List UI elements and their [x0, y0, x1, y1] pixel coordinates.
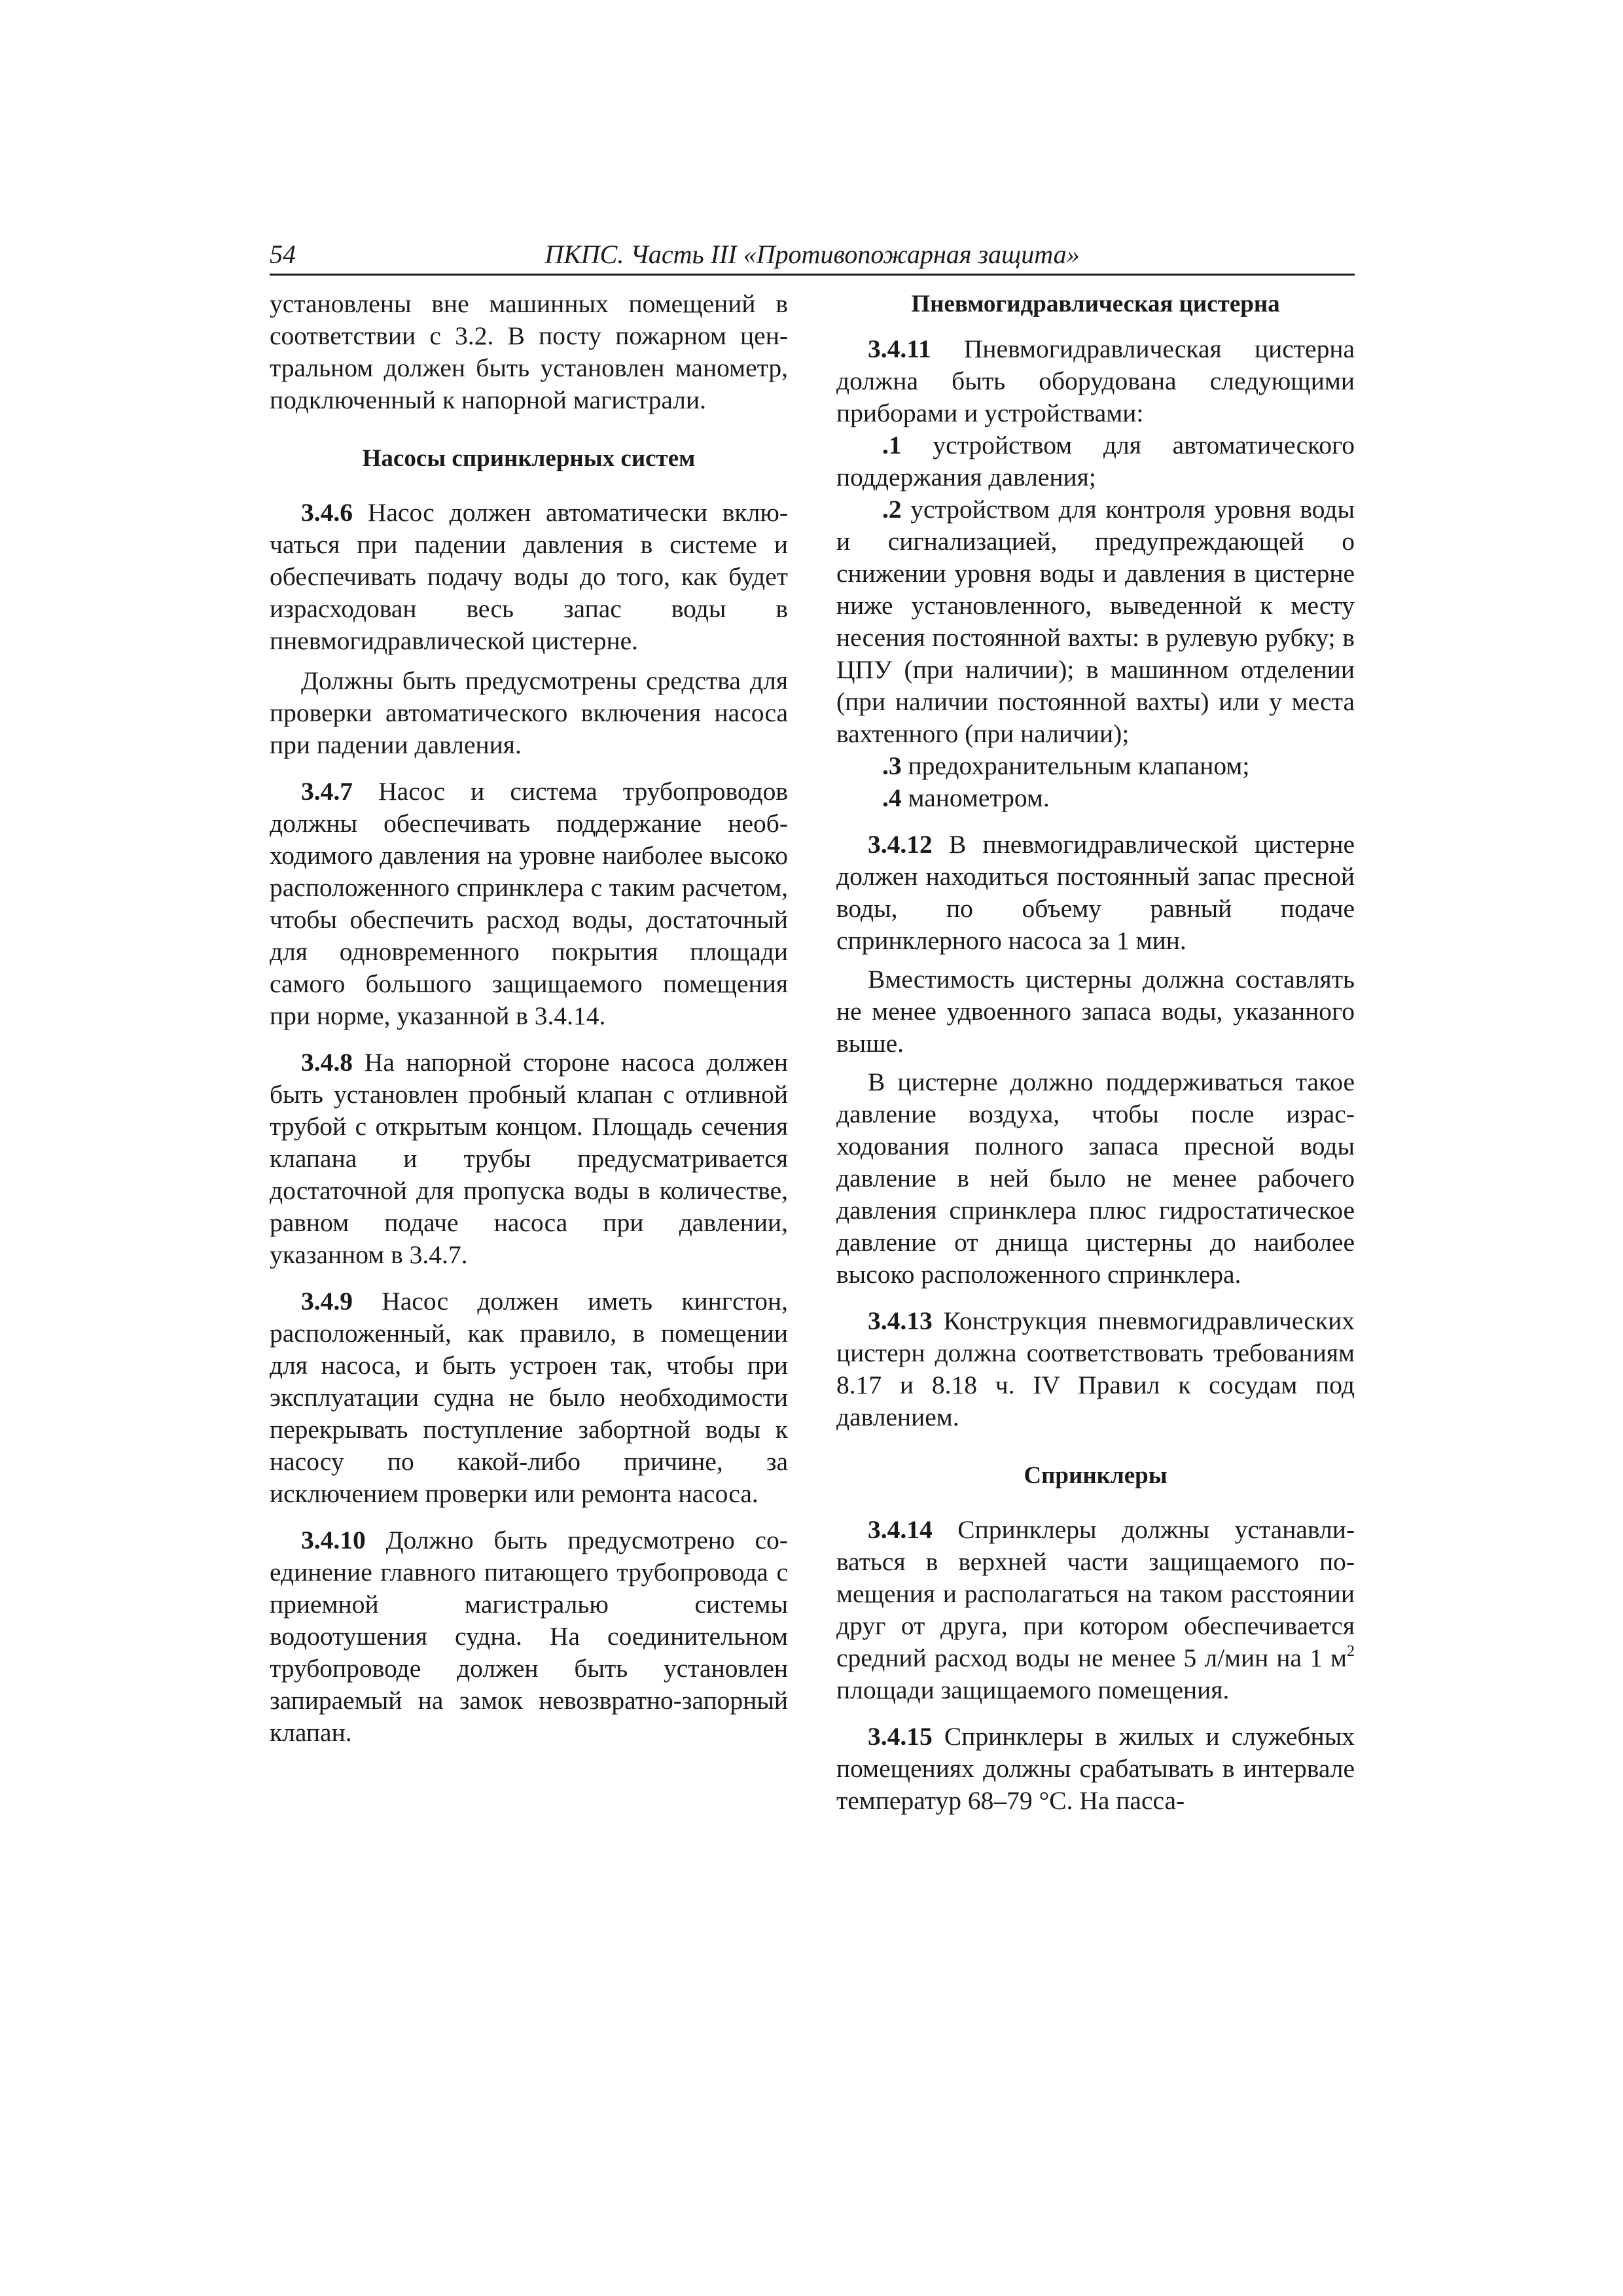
heading-sprinkler-pumps: Насосы спринклерных систем [362, 445, 696, 472]
running-header [270, 240, 1355, 276]
list-item-1 [836, 429, 1355, 493]
paragraph-3-4-12 [836, 829, 1355, 957]
list-item-2 [836, 493, 1355, 750]
clause-number: 3.4.10 [301, 1526, 366, 1554]
clause-number: 3.4.14 [868, 1515, 933, 1544]
clause-number: 3.4.15 [868, 1722, 933, 1751]
paragraph-3-4-6-b: Должны быть предусмотрены средства для проверки автоматического включения насоса при падении давления. [270, 666, 788, 759]
item-number: .4 [882, 783, 902, 812]
item-text: предохранительным клапаном; [901, 751, 1250, 780]
clause-text: Насос должен иметь кингстон, расположенный, как правило, в помещении для насоса, и быть устроен так, чтобы при эксплуатации судна не было необходимости перекрывать поступление забортной воды к насосу по какой-либо причине, за исключением проверки или ремонта насоса. [270, 1287, 788, 1508]
paragraph-3-4-7 [270, 776, 788, 1032]
clause-text-end: площади защищаемого помещения. [836, 1676, 1230, 1704]
right-column [836, 288, 1355, 1817]
clause-text: Пневмогидравлическая цистерна должна быть оборудована следующими приборами и устройствами: [836, 334, 1355, 427]
clause-text: Спринклеры в жилых и служебных помещениях должны срабатывать в интервале температур 68–79 °С. На пасса- [836, 1722, 1355, 1815]
paragraph-3-4-12-b: Вместимость цистерны должна составлять не менее удвоенного запаса воды, указанного выше. [836, 965, 1355, 1058]
item-text: устройством для автоматического поддержания давления; [836, 431, 1355, 492]
clause-number: 3.4.9 [301, 1287, 353, 1316]
heading-sprinklers: Спринклеры [1024, 1462, 1168, 1489]
paragraph-3-4-11 [836, 333, 1355, 429]
item-number: .2 [882, 495, 902, 524]
clause-number: 3.4.13 [868, 1306, 933, 1335]
clause-text: Насос и система трубопроводов должны обеспечивать поддержание необходимого давления на уровне наиболее высоко расположенного спринклера с таким расчетом, чтобы обеспечить расход воды, достаточный для одновременного покрытия площади самого большого защищаемого помещения при норме, указанной в 3.4.14. [270, 777, 788, 1030]
item-text: устройством для контроля уровня воды и сигнализацией, предупреждающей о снижении уровня воды и давления в цистерне ниже установленного, выведенной к месту несения постоянной вахты: в рулевую рубку; в ЦПУ (при наличии); в машинном отделении (при наличии постоянной вахты) или у места вахтенного (при наличии); [836, 495, 1355, 748]
paragraph-3-4-13 [836, 1305, 1355, 1433]
page-number: 54 [270, 240, 296, 269]
clause-number: 3.4.12 [868, 830, 933, 859]
running-title: ПКПС. Часть III «Противопожарная защита» [544, 240, 1080, 269]
clause-text: Насос должен автоматически включаться при падении давления в системе и обеспечивать подачу воды до того, как будет израсходован весь запас воды в пневмогидравлической цистерне. [270, 498, 788, 655]
paragraph-continued: установлены вне машинных помещений в соответствии с 3.2. В посту пожарном центральном должен быть установлен манометр, подключенный к напорной магистрали. [270, 289, 788, 414]
clause-text: Конструкция пневмогидравлических цистерн должна соответствовать требованиям 8.17 и 8.18 ч. IV Правил к сосудам под давлением. [836, 1306, 1355, 1431]
clause-number: 3.4.8 [301, 1048, 353, 1077]
item-number: .3 [882, 751, 902, 780]
clause-number: 3.4.6 [301, 498, 353, 527]
paragraph-3-4-10 [270, 1524, 788, 1749]
clause-number: 3.4.11 [868, 334, 931, 363]
clause-text: На напорной стороне насоса должен быть установлен пробный клапан с отливной трубой с открытым концом. Площадь сечения клапана и трубы предусматривается достаточной для пропуска воды в количестве, равном подаче насоса при давлении, указанном в 3.4.7. [270, 1048, 788, 1269]
paragraph-3-4-14 [836, 1514, 1355, 1706]
clause-text: В пневмогидравлической цистерне должен находиться постоянный запас пресной воды, по объему равный подаче спринклерного насоса за 1 мин. [836, 830, 1355, 955]
list-item-3 [836, 750, 1355, 782]
paragraph-3-4-6 [270, 497, 788, 657]
clause-text: Должно быть предусмотрено соединение главного питающего трубопровода с приемной магистралью системы водоотушения судна. На соединительном трубопроводе должен быть установлен запираемый на замок невозвратно-запорный клапан. [270, 1526, 788, 1747]
clause-text: Спринклеры должны устанавливаться в верхней части защищаемого помещения и располагаться на таком расстоянии друг от друга, при котором обеспечивается средний расход воды не менее 5 л/мин на 1 м [836, 1515, 1355, 1672]
paragraph-3-4-8 [270, 1047, 788, 1271]
paragraph-3-4-12-c: В цистерне должно поддерживаться такое давление воздуха, чтобы после израсходования полного запаса пресной воды давление в ней было не менее рабочего давления спринклера плюс гидростатическое давление от днища цистерны до наиболее высоко расположенного спринклера. [836, 1067, 1355, 1289]
paragraph-3-4-15 [836, 1721, 1355, 1817]
heading-pneumohydraulic-tank: Пневмогидравлическая цистерна [911, 291, 1280, 317]
left-column [270, 288, 788, 1749]
item-number: .1 [882, 431, 902, 459]
clause-number: 3.4.7 [301, 777, 353, 806]
list-item-4 [836, 782, 1355, 814]
superscript-2: 2 [1347, 1643, 1355, 1660]
item-text: манометром. [901, 783, 1050, 812]
paragraph-3-4-9 [270, 1285, 788, 1510]
